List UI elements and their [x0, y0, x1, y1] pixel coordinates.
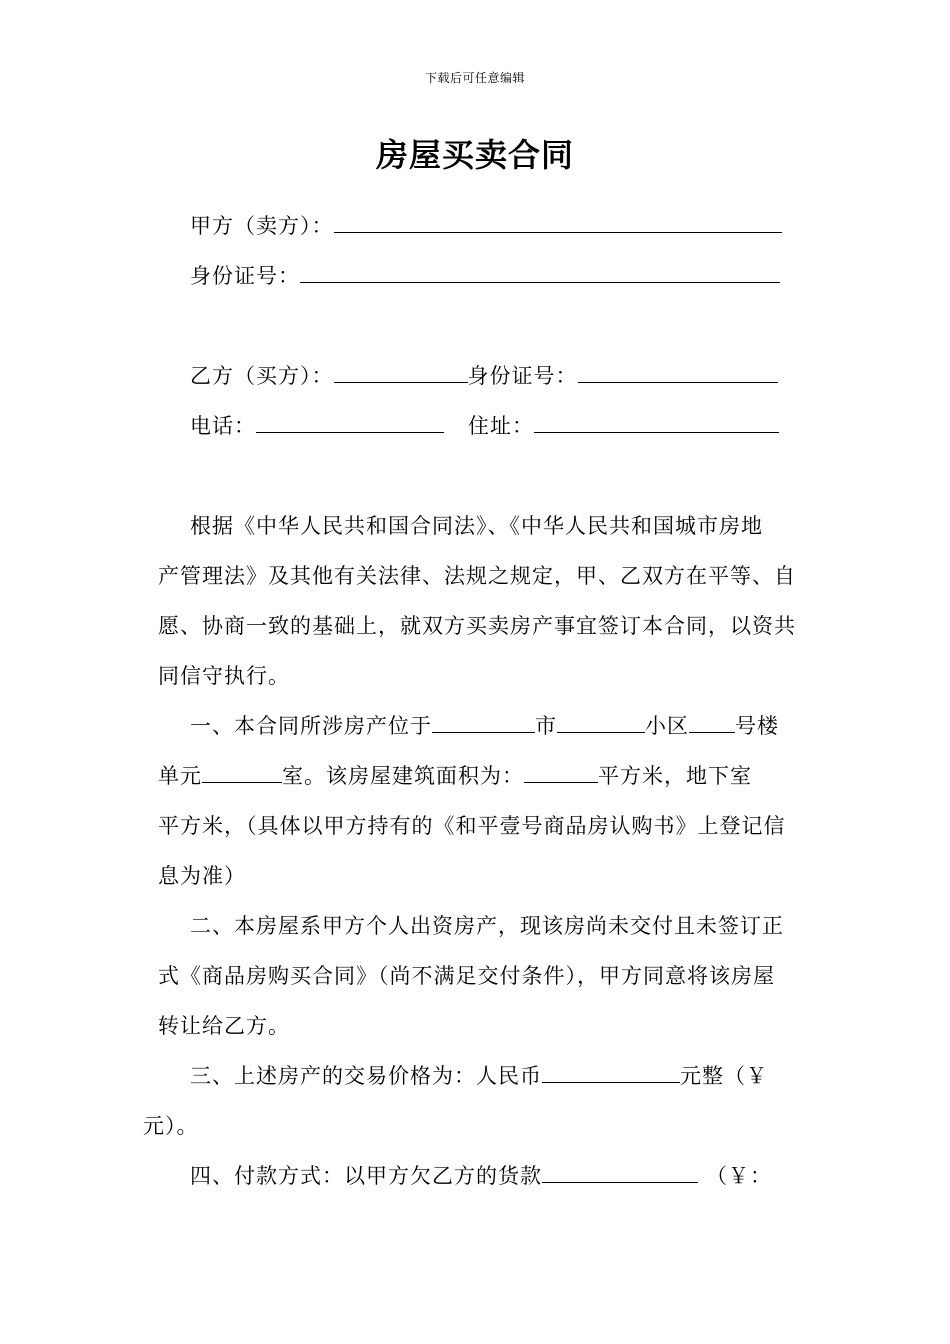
- address-label: 住址：: [468, 414, 534, 438]
- clause-2-line-1: 二、本房屋系甲方个人出资房产，现该房尚未交付且未签订正: [190, 914, 784, 938]
- clause-1-line-2: [158, 761, 752, 791]
- party-b-label: 乙方（买方）：: [190, 364, 334, 388]
- district-blank: [557, 712, 645, 733]
- party-b-name-blank: [334, 362, 468, 383]
- clause-2-line-2: 式《商品房购买合同》（尚不满足交付条件），甲方同意将该房屋: [158, 964, 775, 988]
- clause-4-text-2: （￥：: [706, 1164, 772, 1188]
- party-a-id-blank: [300, 262, 780, 283]
- clause-4-text: 四、付款方式：以甲方欠乙方的货款: [190, 1164, 542, 1188]
- city-label: 市: [535, 714, 557, 738]
- clause-1-line-1: [190, 711, 779, 741]
- building-label: 号楼: [735, 714, 779, 738]
- room-label: 室。该房屋建筑面积为：: [282, 764, 524, 788]
- page-header: 下载后可任意编辑: [424, 71, 525, 85]
- party-b-id-label: 身份证号：: [467, 364, 578, 388]
- address-blank: [534, 412, 779, 433]
- clause-2-line-3: 转让给乙方。: [158, 1014, 290, 1038]
- district-label: 小区: [645, 714, 689, 738]
- clause-4-line-1: [190, 1161, 772, 1191]
- building-blank: [689, 712, 735, 733]
- clause-1-text: 一、本合同所涉房产位于: [190, 714, 432, 738]
- area-unit-label: 平方米，地下室: [598, 764, 752, 788]
- party-b-line: [190, 361, 778, 391]
- clause-3-line-1: [190, 1061, 768, 1091]
- clause-3-text-2: 元整（￥: [680, 1064, 768, 1088]
- unit-label: 单元: [158, 764, 202, 788]
- clause-3-line-2: 元）。: [143, 1114, 199, 1138]
- party-a-name-blank: [334, 212, 782, 233]
- party-a-label: 甲方（卖方）：: [190, 214, 334, 238]
- party-b-contact-line: [190, 411, 779, 441]
- contract-title: 房屋买卖合同: [375, 136, 574, 174]
- price-blank: [542, 1062, 680, 1083]
- intro-line-3: 愿、协商一致的基础上，就双方买卖房产事宜签订本合同，以资共: [158, 614, 796, 638]
- phone-label: 电话：: [190, 414, 256, 438]
- party-a-id-line: [190, 261, 780, 291]
- clause-1-line-4: 息为准）: [158, 864, 246, 888]
- party-a-id-label: 身份证号：: [190, 264, 300, 288]
- party-a-line: [190, 211, 782, 241]
- phone-blank: [256, 412, 444, 433]
- payment-blank: [542, 1162, 698, 1183]
- city-blank: [432, 712, 535, 733]
- intro-line-4: 同信守执行。: [158, 664, 290, 688]
- intro-line-1: 根据《中华人民共和国合同法》、《中华人民共和国城市房地: [190, 514, 763, 538]
- party-b-id-blank: [578, 362, 778, 383]
- clause-3-text: 三、上述房产的交易价格为：人民币: [190, 1064, 542, 1088]
- clause-1-line-3: 平方米，（具体以甲方持有的《和平壹号商品房认购书》上登记信: [158, 814, 786, 838]
- area-blank: [524, 762, 598, 783]
- intro-line-2: 产管理法》及其他有关法律、法规之规定，甲、乙双方在平等、自: [158, 564, 796, 588]
- unit-blank: [202, 762, 282, 783]
